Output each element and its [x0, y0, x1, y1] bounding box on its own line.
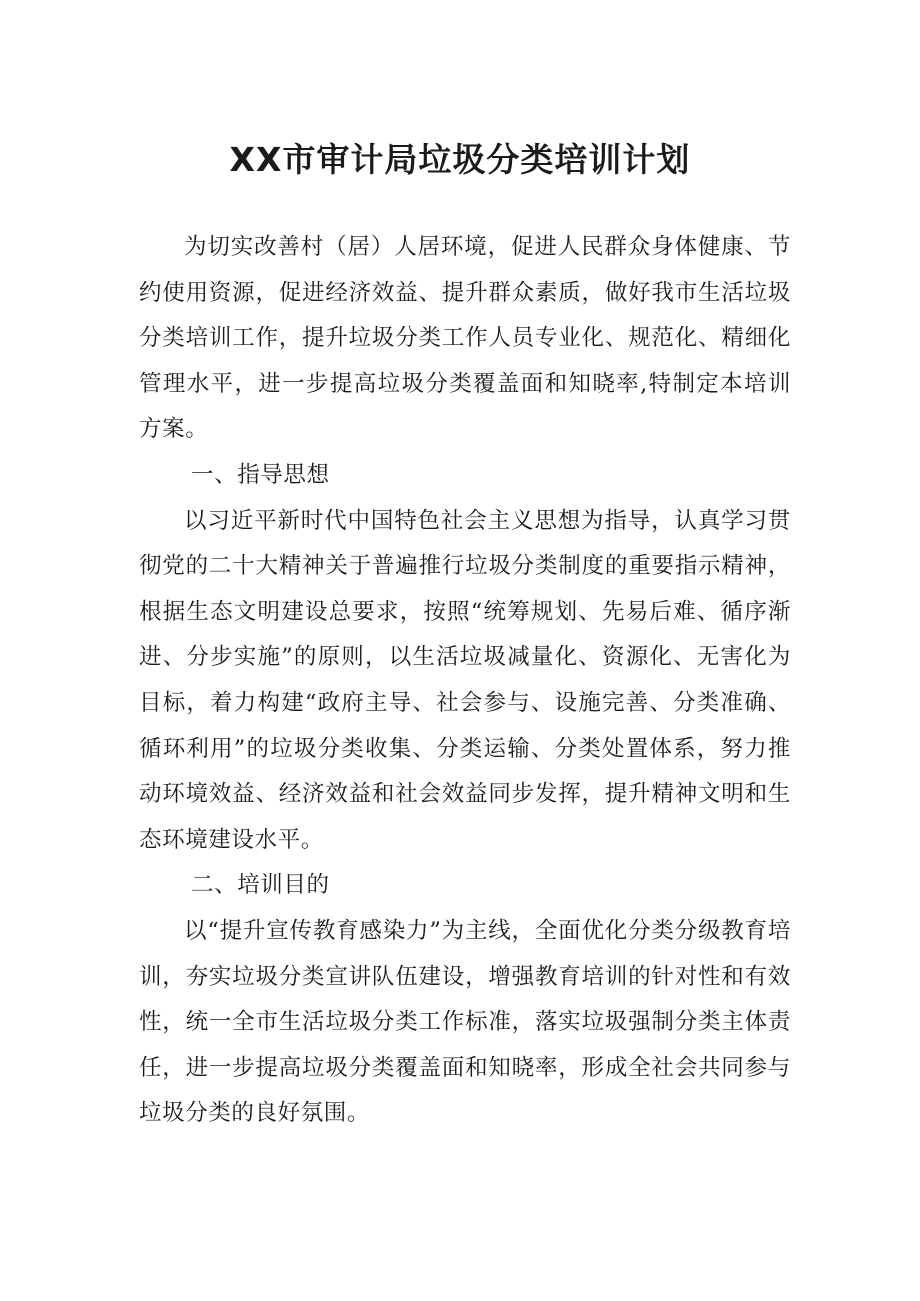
section-heading-guiding-ideology: 一、指导思想 — [191, 461, 330, 488]
section-paragraph-training-purpose: 以“提升宣传教育感染力”为主线，全面优化分类分级教育培训，夯实垃圾分类宣讲队伍建设，增强教育培训的针对性和有效性，统一全市生活垃圾分类工作标准，落实垃圾强制分类主体责任，进一步提高垃圾分类覆盖面和知晓率，形成全社会共同参与垃圾分类的良好氛围。 — [139, 917, 791, 1127]
intro-paragraph: 为切实改善村（居）人居环境，促进人民群众身体健康、节约使用资源，促进经济效益、提升群众素质，做好我市生活垃圾分类培训工作，提升垃圾分类工作人员专业化、规范化、精细化管理水平，进一步提高垃圾分类覆盖面和知晓率,特制定本培训方案。 — [139, 234, 791, 443]
section-paragraph-guiding-ideology: 以习近平新时代中国特色社会主义思想为指导，认真学习贯彻党的二十大精神关于普遍推行垃圾分类制度的重要指示精神，根据生态文明建设总要求，按照“统筹规划、先易后难、循序渐进、分步实施”的原则，以生活垃圾减量化、资源化、无害化为目标，着力构建“政府主导、社会参与、设施完善、分类准确、循环利用”的垃圾分类收集、分类运输、分类处置体系，努力推动环境效益、经济效益和社会效益同步发挥，提升精神文明和生态环境建设水平。 — [139, 507, 791, 853]
document-body — [139, 225, 791, 1137]
document-title: XX市审计局垃圾分类培训计划 — [229, 140, 691, 179]
section-heading-training-purpose: 二、培训目的 — [191, 872, 330, 899]
